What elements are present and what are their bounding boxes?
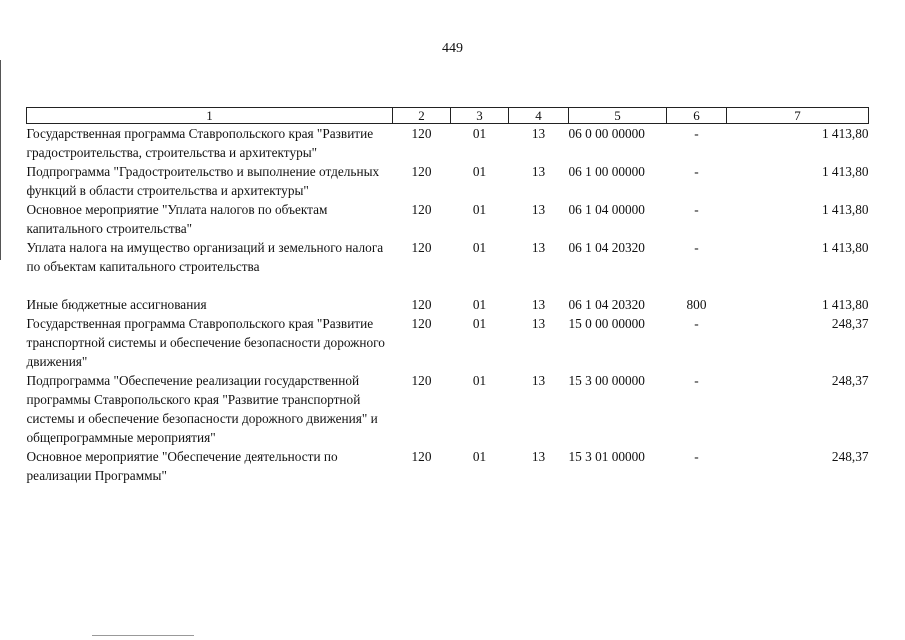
row-rz: 01 [472, 202, 487, 217]
row-vr: - [694, 240, 699, 255]
table-row [27, 371, 869, 447]
row-name: Уплата налога на имущество организаций и земельного налога по объектам капитального строительства [26, 240, 384, 274]
row-pr: 13 [531, 126, 546, 141]
row-vr: - [694, 164, 699, 179]
row-rz: 01 [472, 126, 487, 141]
column-header: 6 [667, 108, 727, 124]
column-header: 5 [569, 108, 667, 124]
row-name: Подпрограмма "Обеспечение реализации государственной программы Ставропольского края "Развитие транспортной системы и обеспечение безопасности дорожного движения" и общепрограммные мероприятия" [26, 373, 378, 445]
row-ved: 120 [411, 297, 432, 312]
row-ved: 120 [411, 126, 432, 141]
row-csr: 15 3 00 00000 [568, 373, 645, 388]
table-row [27, 447, 869, 485]
scan-artifact-line [92, 635, 194, 636]
budget-table [26, 107, 869, 485]
row-vr: - [694, 373, 699, 388]
row-name: Иные бюджетные ассигнования [26, 297, 207, 312]
row-sum: 248,37 [831, 373, 869, 388]
row-vr: - [694, 202, 699, 217]
table-row [27, 162, 869, 200]
row-sum: 1 413,80 [821, 126, 869, 141]
row-ved: 120 [411, 202, 432, 217]
row-name: Основное мероприятие "Обеспечение деятельности по реализации Программы" [26, 449, 338, 483]
table-header-row [27, 108, 869, 124]
row-csr: 06 0 00 00000 [568, 126, 645, 141]
column-header: 2 [393, 108, 451, 124]
row-pr: 13 [531, 164, 546, 179]
table-row [27, 124, 869, 163]
row-pr: 13 [531, 373, 546, 388]
column-header: 1 [27, 108, 393, 124]
row-name: Государственная программа Ставропольского края "Развитие транспортной системы и обеспечение безопасности дорожного движения" [26, 316, 385, 369]
row-ved: 120 [411, 240, 432, 255]
table-row [27, 200, 869, 238]
row-name: Основное мероприятие "Уплата налогов по объектам капитального строительства" [26, 202, 328, 236]
row-pr: 13 [531, 449, 546, 464]
row-ved: 120 [411, 449, 432, 464]
table-row [27, 238, 869, 276]
row-rz: 01 [472, 316, 487, 331]
row-csr: 06 1 04 00000 [568, 202, 645, 217]
page-number: 449 [442, 41, 463, 56]
row-csr: 15 0 00 00000 [568, 316, 645, 331]
row-csr: 06 1 04 20320 [568, 240, 645, 255]
spacer-cell [27, 276, 869, 295]
column-header: 7 [727, 108, 869, 124]
row-sum: 1 413,80 [821, 202, 869, 217]
row-sum: 1 413,80 [821, 297, 869, 312]
row-sum: 1 413,80 [821, 164, 869, 179]
column-header: 3 [451, 108, 509, 124]
row-pr: 13 [531, 316, 546, 331]
row-rz: 01 [472, 373, 487, 388]
row-ved: 120 [411, 164, 432, 179]
row-vr: - [694, 449, 699, 464]
table-spacer-row [27, 276, 869, 295]
table-row [27, 314, 869, 371]
row-sum: 248,37 [831, 316, 869, 331]
row-csr: 15 3 01 00000 [568, 449, 645, 464]
row-ved: 120 [411, 373, 432, 388]
row-pr: 13 [531, 240, 546, 255]
row-name: Подпрограмма "Градостроительство и выполнение отдельных функций в области строительства и архитектуры" [26, 164, 380, 198]
row-name: Государственная программа Ставропольского края "Развитие градостроительства, строительства и архитектуры" [26, 126, 374, 160]
row-csr: 06 1 04 20320 [568, 297, 645, 312]
row-pr: 13 [531, 297, 546, 312]
scan-edge-line [0, 60, 1, 260]
row-pr: 13 [531, 202, 546, 217]
table-row [27, 295, 869, 314]
column-header: 4 [509, 108, 569, 124]
row-rz: 01 [472, 240, 487, 255]
row-rz: 01 [472, 164, 487, 179]
row-rz: 01 [472, 297, 487, 312]
row-vr: - [694, 126, 699, 141]
row-rz: 01 [472, 449, 487, 464]
row-vr: - [694, 316, 699, 331]
row-ved: 120 [411, 316, 432, 331]
row-sum: 1 413,80 [821, 240, 869, 255]
row-vr: 800 [686, 297, 707, 312]
row-csr: 06 1 00 00000 [568, 164, 645, 179]
row-sum: 248,37 [831, 449, 869, 464]
